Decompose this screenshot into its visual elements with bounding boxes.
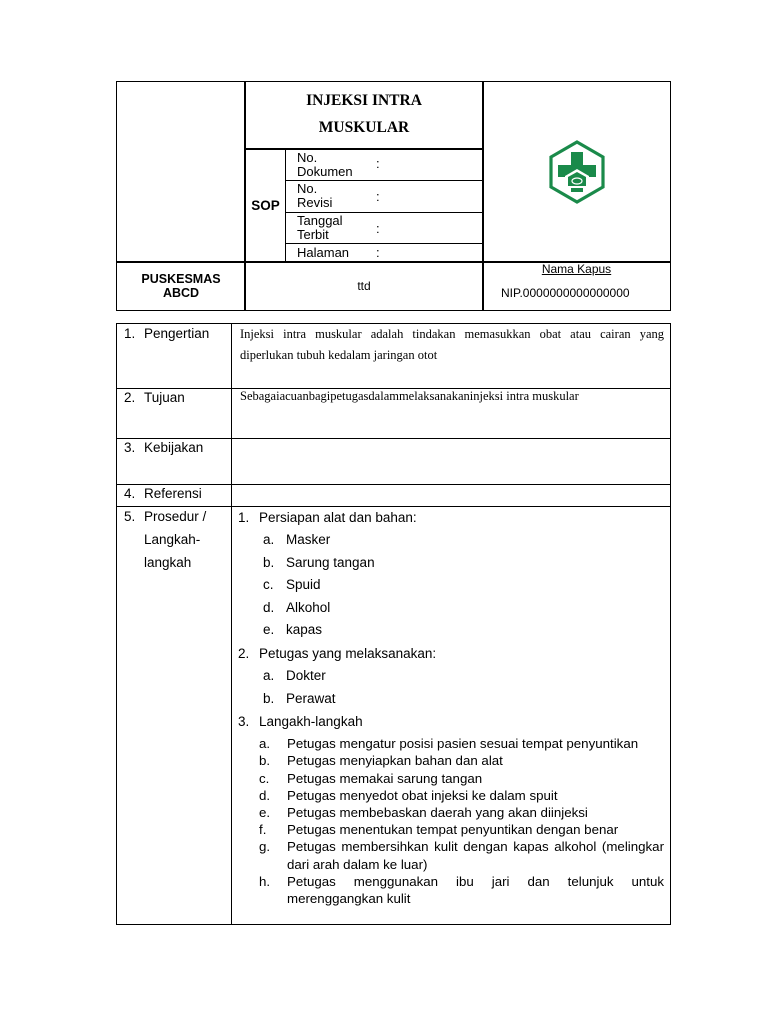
step-letter: d.	[259, 787, 271, 803]
step-item	[238, 838, 664, 872]
sop-label: SOP	[251, 198, 280, 213]
list-item	[238, 619, 664, 642]
puskesmas-logo-cell	[483, 82, 670, 262]
kapus-name: Nama Kapus	[541, 262, 612, 276]
meta-label: No. Revisi	[297, 181, 333, 210]
step-letter: e.	[259, 804, 271, 820]
steps-list	[238, 735, 664, 907]
kapus-cell	[483, 262, 670, 310]
step-text: Petugas membebaskan daerah yang akan diinjeksi	[287, 804, 588, 820]
procedure-group	[238, 506, 664, 529]
item-text: Spuid	[286, 577, 321, 593]
group-title: Persiapan alat dan bahan:	[259, 510, 417, 525]
signature-placeholder: ttd	[357, 279, 371, 293]
meta-colon: :	[376, 221, 380, 236]
step-letter: b.	[259, 753, 271, 769]
list-item	[238, 688, 664, 711]
item-text: Alkohol	[286, 599, 331, 615]
left-logo-cell	[117, 82, 245, 262]
list-item	[238, 597, 664, 620]
step-text: Petugas menggunakan ibu jari dan telunjuk untuk merenggangkan kulit	[287, 873, 664, 906]
item-text: Perawat	[286, 690, 336, 706]
step-item	[238, 804, 664, 821]
item-text: kapas	[286, 622, 323, 638]
meta-row-no-revisi	[286, 182, 483, 212]
item-letter: a.	[263, 667, 275, 683]
item-text: Masker	[286, 532, 331, 547]
list-item	[238, 529, 664, 552]
puskesmas-line-2: ABCD	[162, 286, 200, 300]
step-item	[238, 873, 664, 907]
section-title: Tujuan	[144, 390, 185, 405]
step-letter: g.	[259, 839, 271, 855]
meta-row-tanggal-terbit	[286, 214, 483, 244]
step-text: Petugas memakai sarung tangan	[287, 770, 483, 786]
step-text: Petugas menentukan tempat penyuntikan dengan benar	[287, 822, 619, 838]
section-title-line-3: langkah	[144, 555, 192, 570]
group-number: 2.	[238, 645, 250, 661]
procedure-list	[238, 506, 664, 907]
meta-label: No. Dokumen	[297, 150, 353, 179]
step-item	[238, 770, 664, 787]
group-number: 1.	[238, 510, 250, 525]
group-title: Petugas yang melaksanakan:	[259, 645, 437, 661]
tujuan-text: Sebagaiacuanbagipetugasdalammelaksanakaninjeksi intra muskular	[240, 389, 579, 403]
step-text: Petugas mengatur posisi pasien sesuai tempat penyuntikan	[287, 736, 639, 752]
meta-row-no-dokumen	[286, 151, 483, 181]
section-number: 1.	[124, 326, 136, 341]
meta-colon: :	[376, 156, 380, 171]
step-letter: a.	[259, 736, 271, 752]
section-label-pengertian	[124, 322, 209, 345]
item-letter: c.	[263, 577, 274, 593]
meta-colon: :	[376, 189, 380, 204]
procedure-group	[238, 642, 664, 665]
meta-row-halaman	[286, 245, 483, 261]
list-item	[238, 665, 664, 688]
title-line-2: MUSKULAR	[318, 119, 410, 136]
section-number: 5.	[124, 509, 136, 524]
group-number: 3.	[238, 714, 250, 730]
meta-label: Tanggal Terbit	[297, 213, 343, 242]
item-letter: b.	[263, 554, 275, 570]
step-text: Petugas membersihkan kulit dengan kapas alkohol (melingkar dari arah dalam ke luar)	[287, 839, 664, 872]
step-letter: f.	[259, 822, 267, 838]
step-letter: h.	[259, 873, 271, 889]
document-title	[245, 82, 483, 149]
section-title: Kebijakan	[144, 440, 204, 455]
meta-colon: :	[376, 245, 380, 260]
kapus-nip: NIP.0000000000000000	[501, 286, 630, 300]
step-item	[238, 821, 664, 838]
section-label-referensi	[124, 482, 202, 505]
list-item	[238, 574, 664, 597]
group-title: Langakh-langkah	[259, 714, 363, 730]
section-number: 4.	[124, 486, 136, 501]
section-title-line-2: Langkah-	[144, 532, 201, 547]
step-item	[238, 787, 664, 804]
section-label-kebijakan	[124, 436, 203, 459]
item-text: Sarung tangan	[286, 554, 375, 570]
item-letter: e.	[263, 622, 275, 638]
procedure-group	[238, 710, 664, 733]
step-text: Petugas menyedot obat injeksi ke dalam spuit	[287, 787, 558, 803]
item-text: Dokter	[286, 667, 326, 683]
puskesmas-name	[117, 262, 245, 310]
step-text: Petugas menyiapkan bahan dan alat	[287, 753, 503, 769]
meta-label: Halaman	[297, 245, 350, 260]
item-letter: d.	[263, 599, 275, 615]
list-item	[238, 552, 664, 575]
section-number: 2.	[124, 390, 136, 405]
title-line-1: INJEKSI INTRA	[306, 92, 422, 109]
step-item	[238, 752, 664, 769]
step-item	[238, 735, 664, 752]
section-title: Pengertian	[144, 326, 210, 341]
sop-content-table	[116, 323, 671, 925]
section-label-prosedur	[124, 505, 206, 528]
divider	[231, 324, 232, 924]
section-number: 3.	[124, 440, 136, 455]
section-title: Prosedur /	[144, 509, 207, 524]
step-letter: c.	[259, 770, 270, 786]
pengertian-text: Injeksi intra muskular adalah tindakan memasukkan obat atau cairan yang diperlukan tubuh kedalam jaringan otot	[240, 327, 664, 362]
item-letter: b.	[263, 690, 275, 706]
sop-header-table	[116, 81, 671, 311]
section-label-tujuan	[124, 386, 185, 409]
puskesmas-logo-icon	[545, 140, 609, 204]
section-title: Referensi	[144, 486, 202, 501]
puskesmas-line-1: PUSKESMAS	[141, 272, 221, 286]
item-letter: a.	[263, 532, 275, 547]
